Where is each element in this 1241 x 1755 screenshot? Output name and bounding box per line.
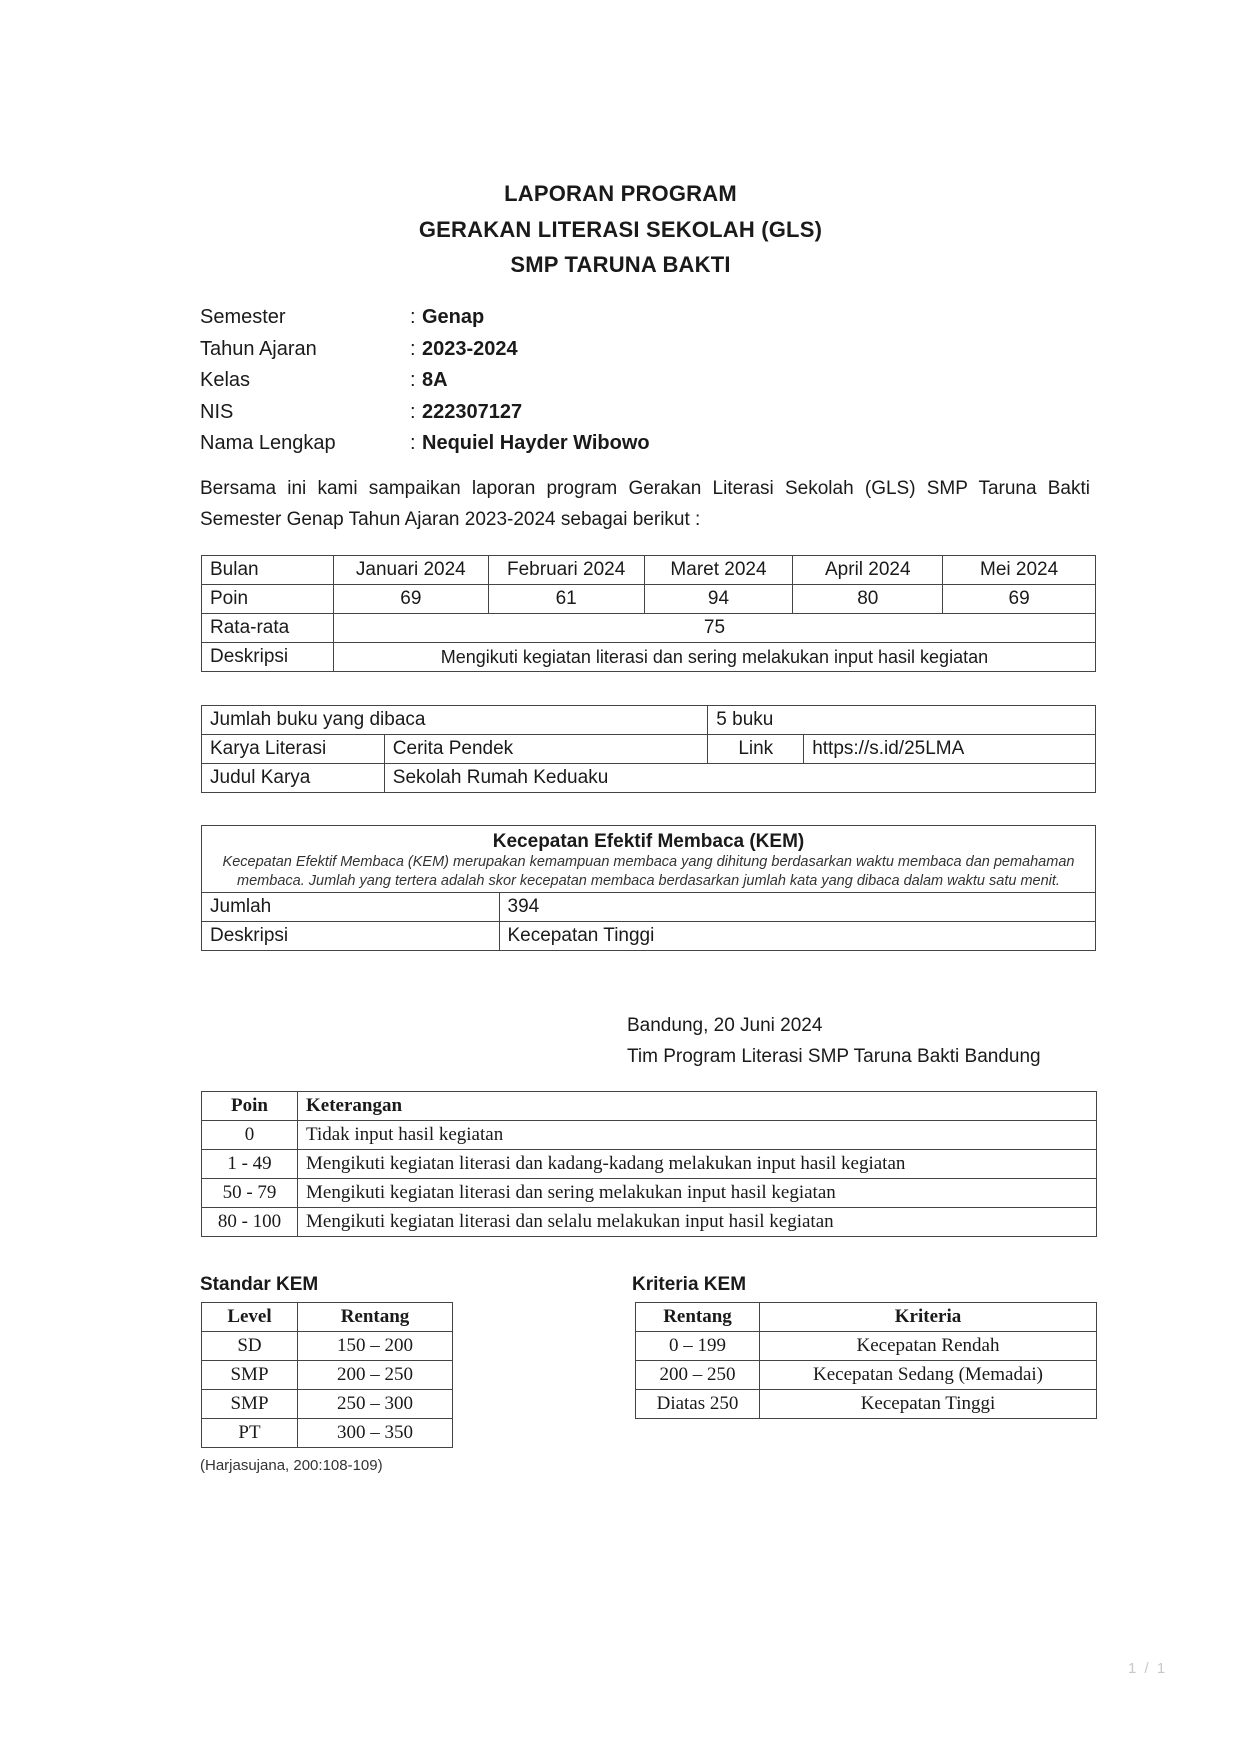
standar-kem-title: Standar KEM [200, 1274, 319, 1295]
info-row-class [200, 365, 650, 397]
books-read-value: 5 buku [708, 706, 1096, 735]
points-range: 0 [202, 1121, 298, 1150]
table-row [202, 1361, 453, 1390]
table-row-months [202, 556, 1096, 585]
table-row-points [202, 585, 1096, 614]
info-label: Kelas [200, 369, 251, 392]
work-type-value: Cerita Pendek [384, 735, 708, 764]
criteria-cell: Kecepatan Tinggi [760, 1390, 1097, 1419]
table-row-kem-description [202, 922, 1095, 951]
points-value: 80 [793, 585, 943, 614]
kem-title: Kecepatan Efektif Membaca (KEM) [492, 831, 805, 852]
range-cell: 150 – 200 [298, 1332, 453, 1361]
table-header-row [202, 1092, 1097, 1121]
citation: (Harjasujana, 200:108-109) [200, 1457, 383, 1474]
work-title-value: Sekolah Rumah Keduaku [384, 764, 1095, 793]
info-label: Nama Lengkap [200, 432, 336, 455]
info-label: NIS [200, 400, 234, 423]
month-header: Januari 2024 [333, 556, 488, 585]
criteria-cell: Kecepatan Sedang (Memadai) [760, 1361, 1097, 1390]
points-value: 94 [644, 585, 793, 614]
range-cell: 200 – 250 [298, 1361, 453, 1390]
level-cell: SMP [202, 1390, 298, 1419]
table-row [202, 1208, 1097, 1237]
row-label: Rata-rata [202, 614, 334, 643]
table-row [202, 1179, 1097, 1208]
points-description: Mengikuti kegiatan literasi dan kadang-kadang melakukan input hasil kegiatan [298, 1150, 1097, 1179]
points-legend-table [201, 1091, 1097, 1237]
work-type-label: Karya Literasi [202, 735, 385, 764]
points-range: 50 - 79 [202, 1179, 298, 1208]
table-row-work-type [202, 735, 1096, 764]
table-header-row [636, 1303, 1097, 1332]
range-cell: 200 – 250 [636, 1361, 760, 1390]
team-name: Tim Program Literasi SMP Taruna Bakti Bandung [627, 1046, 1041, 1067]
table-row [202, 1150, 1097, 1179]
column-header-range: Rentang [298, 1303, 453, 1332]
column-header-points: Poin [202, 1092, 298, 1121]
books-read-label: Jumlah buku yang dibaca [202, 706, 708, 735]
table-row-work-title [202, 764, 1096, 793]
level-cell: SMP [202, 1361, 298, 1390]
table-row [636, 1361, 1097, 1390]
points-value: 69 [333, 585, 488, 614]
column-header-level: Level [202, 1303, 298, 1332]
average-value: 75 [333, 614, 1095, 643]
info-colon: : [410, 400, 416, 423]
column-header-criteria: Kriteria [760, 1303, 1097, 1332]
info-value: Nequiel Hayder Wibowo [422, 432, 650, 455]
info-value: 222307127 [422, 400, 523, 423]
table-header-row [202, 1303, 453, 1332]
column-header-range: Rentang [636, 1303, 760, 1332]
info-row-semester [200, 302, 650, 334]
info-row-full-name [200, 428, 650, 460]
month-header: Februari 2024 [488, 556, 644, 585]
table-row-kem-amount [202, 893, 1095, 922]
page-number: 1 / 1 [1128, 1660, 1168, 1677]
info-colon: : [410, 337, 416, 360]
month-header: Mei 2024 [943, 556, 1096, 585]
table-row [636, 1390, 1097, 1419]
info-row-academic-year [200, 334, 650, 366]
points-value: 61 [488, 585, 644, 614]
range-cell: Diatas 250 [636, 1390, 760, 1419]
kem-amount-label: Jumlah [202, 893, 499, 922]
row-label: Bulan [202, 556, 334, 585]
table-row [202, 1390, 453, 1419]
range-cell: 300 – 350 [298, 1419, 453, 1448]
info-colon: : [410, 432, 416, 455]
kem-desc-label: Deskripsi [202, 922, 499, 951]
points-description: Mengikuti kegiatan literasi dan sering melakukan input hasil kegiatan [298, 1179, 1097, 1208]
kem-desc-value: Kecepatan Tinggi [499, 922, 1095, 951]
criteria-cell: Kecepatan Rendah [760, 1332, 1097, 1361]
table-row-average [202, 614, 1096, 643]
column-header-description: Keterangan [298, 1092, 1097, 1121]
table-row [202, 1332, 453, 1361]
points-description: Tidak input hasil kegiatan [298, 1121, 1097, 1150]
points-range: 80 - 100 [202, 1208, 298, 1237]
work-title-label: Judul Karya [202, 764, 385, 793]
info-row-nis [200, 397, 650, 429]
info-label: Semester [200, 306, 286, 329]
kriteria-kem-title: Kriteria KEM [632, 1274, 747, 1295]
intro-paragraph: Bersama ini kami sampaikan laporan program Gerakan Literasi Sekolah (GLS) SMP Taruna Bakti Semester Genap Tahun Ajaran 2023-2024 sebagai berikut : [200, 478, 1090, 530]
kriteria-kem-table [635, 1302, 1097, 1419]
table-row [202, 1121, 1097, 1150]
kem-table [202, 892, 1095, 950]
info-value: Genap [422, 306, 485, 329]
table-row [636, 1332, 1097, 1361]
description-value: Mengikuti kegiatan literasi dan sering melakukan input hasil kegiatan [333, 643, 1095, 672]
row-label: Poin [202, 585, 334, 614]
table-row-books-read [202, 706, 1096, 735]
place-date: Bandung, 20 Juni 2024 [627, 1015, 823, 1036]
month-header: April 2024 [793, 556, 943, 585]
link-label: Link [708, 735, 804, 764]
points-range: 1 - 49 [202, 1150, 298, 1179]
points-description: Mengikuti kegiatan literasi dan selalu melakukan input hasil kegiatan [298, 1208, 1097, 1237]
literary-work-table [201, 705, 1096, 793]
report-title-school: SMP TARUNA BAKTI [510, 252, 731, 277]
info-colon: : [410, 369, 416, 392]
info-colon: : [410, 306, 416, 329]
info-value: 2023-2024 [422, 337, 518, 360]
info-value: 8A [422, 369, 448, 392]
table-row [202, 1419, 453, 1448]
student-info [200, 302, 650, 460]
signature-block [627, 1010, 1041, 1072]
points-value: 69 [943, 585, 1096, 614]
level-cell: PT [202, 1419, 298, 1448]
info-label: Tahun Ajaran [200, 337, 317, 360]
kem-section [201, 825, 1096, 951]
level-cell: SD [202, 1332, 298, 1361]
kem-amount-value: 394 [499, 893, 1095, 922]
standar-kem-table [201, 1302, 453, 1448]
row-label: Deskripsi [202, 643, 334, 672]
kem-description: Kecepatan Efektif Membaca (KEM) merupakan kemampuan membaca yang dihitung berdasarkan waktu membaca dan pemahaman membaca. Jumlah yang tertera adalah skor kecepatan membaca berdasarkan jumlah kata yang dibaca dalam waktu satu menit. [222, 854, 1075, 889]
range-cell: 250 – 300 [298, 1390, 453, 1419]
month-header: Maret 2024 [644, 556, 793, 585]
work-link[interactable]: https://s.id/25LMA [804, 735, 1096, 764]
table-row-description [202, 643, 1096, 672]
report-title-line-1: LAPORAN PROGRAM [504, 181, 737, 206]
range-cell: 0 – 199 [636, 1332, 760, 1361]
report-title-line-2: GERAKAN LITERASI SEKOLAH (GLS) [418, 217, 823, 242]
monthly-points-table [201, 555, 1096, 672]
